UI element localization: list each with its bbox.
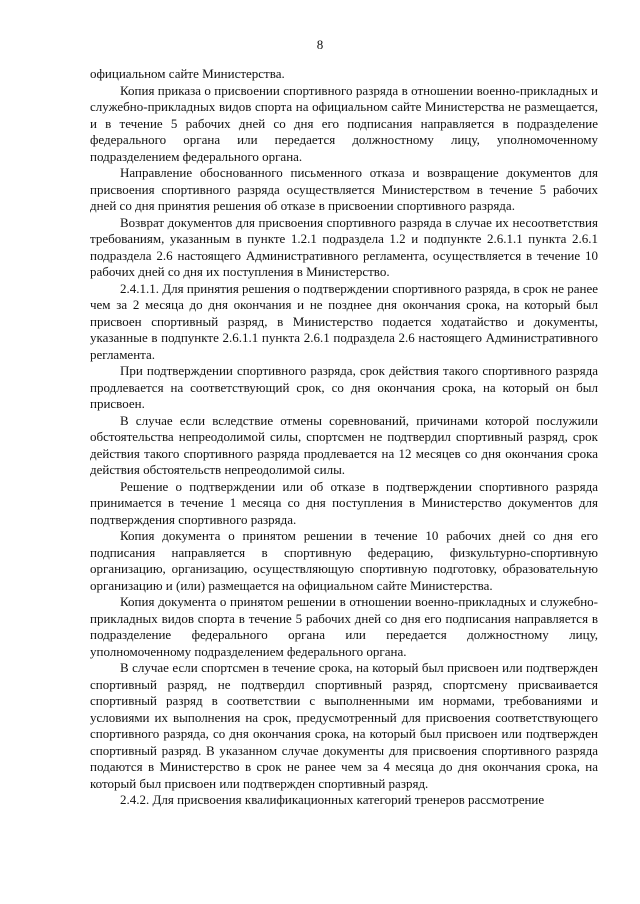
paragraph: Решение о подтверждении или об отказе в подтверждении спортивного разряда принимается в течение 1 месяца со дня поступления в Министерство документов для подтверждения спортивного разряда. bbox=[90, 478, 598, 527]
page-number: 8 bbox=[316, 37, 324, 52]
paragraph: Копия документа о принятом решении в течение 10 рабочих дней со дня его подписания направляется в спортивную федерацию, физкультурно-спортивную организацию, организацию, осуществляющую спортивную подготовку, образовательную организацию и (или) размещается на официальном сайте Министерства. bbox=[90, 528, 598, 593]
paragraph: Направление обоснованного письменного отказа и возвращение документов для присвоения спортивного разряда осуществляется Министерством в течение 5 рабочих дней со дня принятия решения об отказе в присвоении спортивного разряда. bbox=[90, 165, 598, 213]
paragraph: В случае если вследствие отмены соревнований, причинами которой послужили обстоятельства непреодолимой силы, спортсмен не подтвердил спортивный разряд, срок действия такого спортивного разряда продлевается на 12 месяцев со дня окончания срока действия обстоятельств непреодолимой силы. bbox=[90, 412, 598, 477]
paragraph: 2.4.2. Для присвоения квалификационных категорий тренеров рассмотрение bbox=[120, 792, 545, 807]
paragraph-continuation: официальном сайте Министерства. bbox=[90, 66, 285, 81]
paragraph: 2.4.1.1. Для принятия решения о подтверждении спортивного разряда, в срок не ранее чем за 2 месяца до дня окончания и не позднее дня окончания срока, на который был присвоен спортивный разряд, в Министерство подается ходатайство и документы, указанные в подпункте 2.6.1.1 пункта 2.6.1 подраздела 2.6 настоящего Административного регламента. bbox=[90, 280, 598, 362]
paragraph: Копия приказа о присвоении спортивного разряда в отношении военно-прикладных и служебно-прикладных видов спорта на официальном сайте Министерства не размещается, и в течение 5 рабочих дней со дня его подписания направляется в подразделение федерального органа или передается должностному лицу, уполномоченному подразделением федерального органа. bbox=[90, 82, 598, 164]
paragraph: Возврат документов для присвоения спортивного разряда в случае их несоответствия требованиям, указанным в пункте 1.2.1 подраздела 1.2 и подпункте 2.6.1.1 пункта 2.6.1 подраздела 2.6 настоящего Административного регламента, осуществляется в течение 10 рабочих дней со дня их поступления в Министерство. bbox=[90, 214, 598, 279]
paragraph: Копия документа о принятом решении в отношении военно-прикладных и служебно-прикладных видов спорта в течение 5 рабочих дней со дня его подписания направляется в подразделение федерального органа или передается должностному лицу, уполномоченному подразделением федерального органа. bbox=[90, 594, 598, 659]
paragraph: При подтверждении спортивного разряда, срок действия такого спортивного разряда продлевается на соответствующий срок, со дня окончания срока, на который он был присвоен. bbox=[90, 363, 598, 411]
document-body bbox=[90, 66, 598, 809]
paragraph: В случае если спортсмен в течение срока, на который был присвоен или подтвержден спортивный разряд, не подтвердил спортивный разряд, спортсмену присваивается спортивный разряд в соответствии с выполненными им нормами, требованиями и условиями их выполнения на срок, предусмотренный для присвоения соответствующего спортивного разряда, со дня окончания срока, на который был присвоен или подтвержден спортивный разряд. В указанном случае документы для присвоения спортивного разряда подаются в Министерство в срок не ранее чем за 4 месяца до дня окончания срока, на который был присвоен или подтвержден спортивный разряд. bbox=[90, 660, 598, 791]
